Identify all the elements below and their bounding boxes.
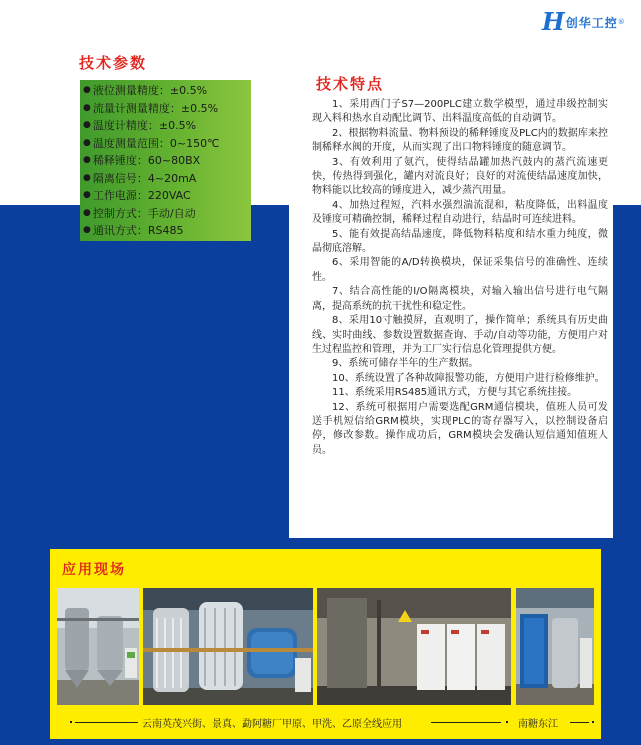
- param-item: ● 液位测量精度：±0.5%: [83, 82, 207, 98]
- feature-paragraph: 7、结合高性能的I/O隔离模块，对输入输出信号进行电气隔离，提高系统的抗干扰性和稳定性。: [312, 286, 608, 312]
- params-box: [80, 80, 251, 241]
- feature-paragraph: 11、系统采用RS485通讯方式，方便与其它系统挂接。: [332, 387, 578, 399]
- feature-paragraph: 3、有效利用了氨汽，使得结晶罐加热汽鼓内的蒸汽流速更快，传热得到强化，罐内对流良好；良好的对流使结晶速度加快，物料能以比较高的锤度进入，减少蒸汽用量。: [312, 156, 608, 197]
- application-title: 应用现场: [62, 562, 126, 578]
- param-item: ● 稀释锤度：60~80BX: [83, 152, 200, 168]
- caption-rule-middle: [431, 722, 501, 723]
- param-item: ● 控制方式：手动/自动: [83, 205, 196, 221]
- param-item: ● 通讯方式：RS485: [83, 222, 183, 238]
- site-photo-crystallizer: [143, 588, 313, 705]
- site-photo-tanks: [57, 588, 139, 705]
- site-photo-nantang: [516, 588, 594, 705]
- caption-rule-left: [75, 722, 138, 723]
- feature-paragraph: 2、根据物料流量、物料预设的稀释锤度及PLC内的数据库来控制稀释水阀的开度，从而实现了出口物料锤度的随意调节。: [312, 127, 608, 154]
- caption-dot-right: [592, 721, 594, 723]
- feature-paragraph: 12、系统可根据用户需要选配GRM通信模块，值班人员可发送手机短信给GRM模块，实现PLC的寄存器写入，以控制设备启停，修改参数。操作成功后，GRM模块会发确认短信通知值班人员。: [312, 401, 608, 456]
- param-item: ● 温度测量范围：0~150℃: [83, 135, 219, 151]
- registered-mark: ®: [617, 18, 625, 26]
- feature-paragraph: 5、能有效提高结晶速度，降低物料粘度和结水重力纯度，微晶彻底溶解。: [312, 228, 608, 255]
- features-text: [312, 98, 608, 458]
- feature-paragraph: 10、系统设置了各种故障报警功能，方便用户进行检修维护。: [332, 372, 605, 384]
- param-item: ● 温度计精度：±0.5%: [83, 117, 196, 133]
- logo-mark: H: [542, 7, 565, 36]
- logo-text: 创华工控: [565, 15, 618, 30]
- param-item: ● 隔离信号：4~20mA: [83, 170, 196, 186]
- feature-paragraph: 9、系统可储存半年的生产数据。: [332, 358, 479, 370]
- caption-right: 南糖东江: [518, 719, 558, 730]
- company-logo: [542, 7, 625, 36]
- feature-paragraph: 6、采用智能的A/D转换模块，保证采集信号的准确性、连续性。: [312, 257, 608, 283]
- caption-dot-middle: [506, 721, 508, 723]
- caption-left: 云南英茂兴街、景真、勐阿糖厂甲原、甲洗、乙原全线应用: [142, 719, 402, 730]
- params-title: 技术参数: [79, 54, 148, 72]
- param-item: ● 工作电源：220VAC: [83, 187, 191, 203]
- feature-paragraph: 4、加热过程短，汽料水强烈湍流混和，粘度降低，出料温度及锤度可精确控制，稀释过程自动进行，结晶时可连续进料。: [312, 199, 608, 226]
- caption-rule-right: [570, 722, 589, 723]
- features-title: 技术特点: [316, 75, 385, 93]
- param-item: ● 流量计测量精度：±0.5%: [83, 100, 218, 116]
- caption-dot-left: [70, 721, 72, 723]
- site-photo-control-cabinets: [317, 588, 511, 705]
- feature-paragraph: 8、采用10寸触摸屏，直观明了，操作简单；系统具有历史曲线、实时曲线、参数设置数据查询、手动/自动等功能，方便用户对生过程监控和管理，并为工厂实行信息化管理提供方便。: [312, 315, 608, 355]
- feature-paragraph: 1、采用西门子S7—200PLC建立数学模型，通过串级控制实现入料和热水自动配比调节、出料温度高低的自动调节。: [312, 99, 608, 125]
